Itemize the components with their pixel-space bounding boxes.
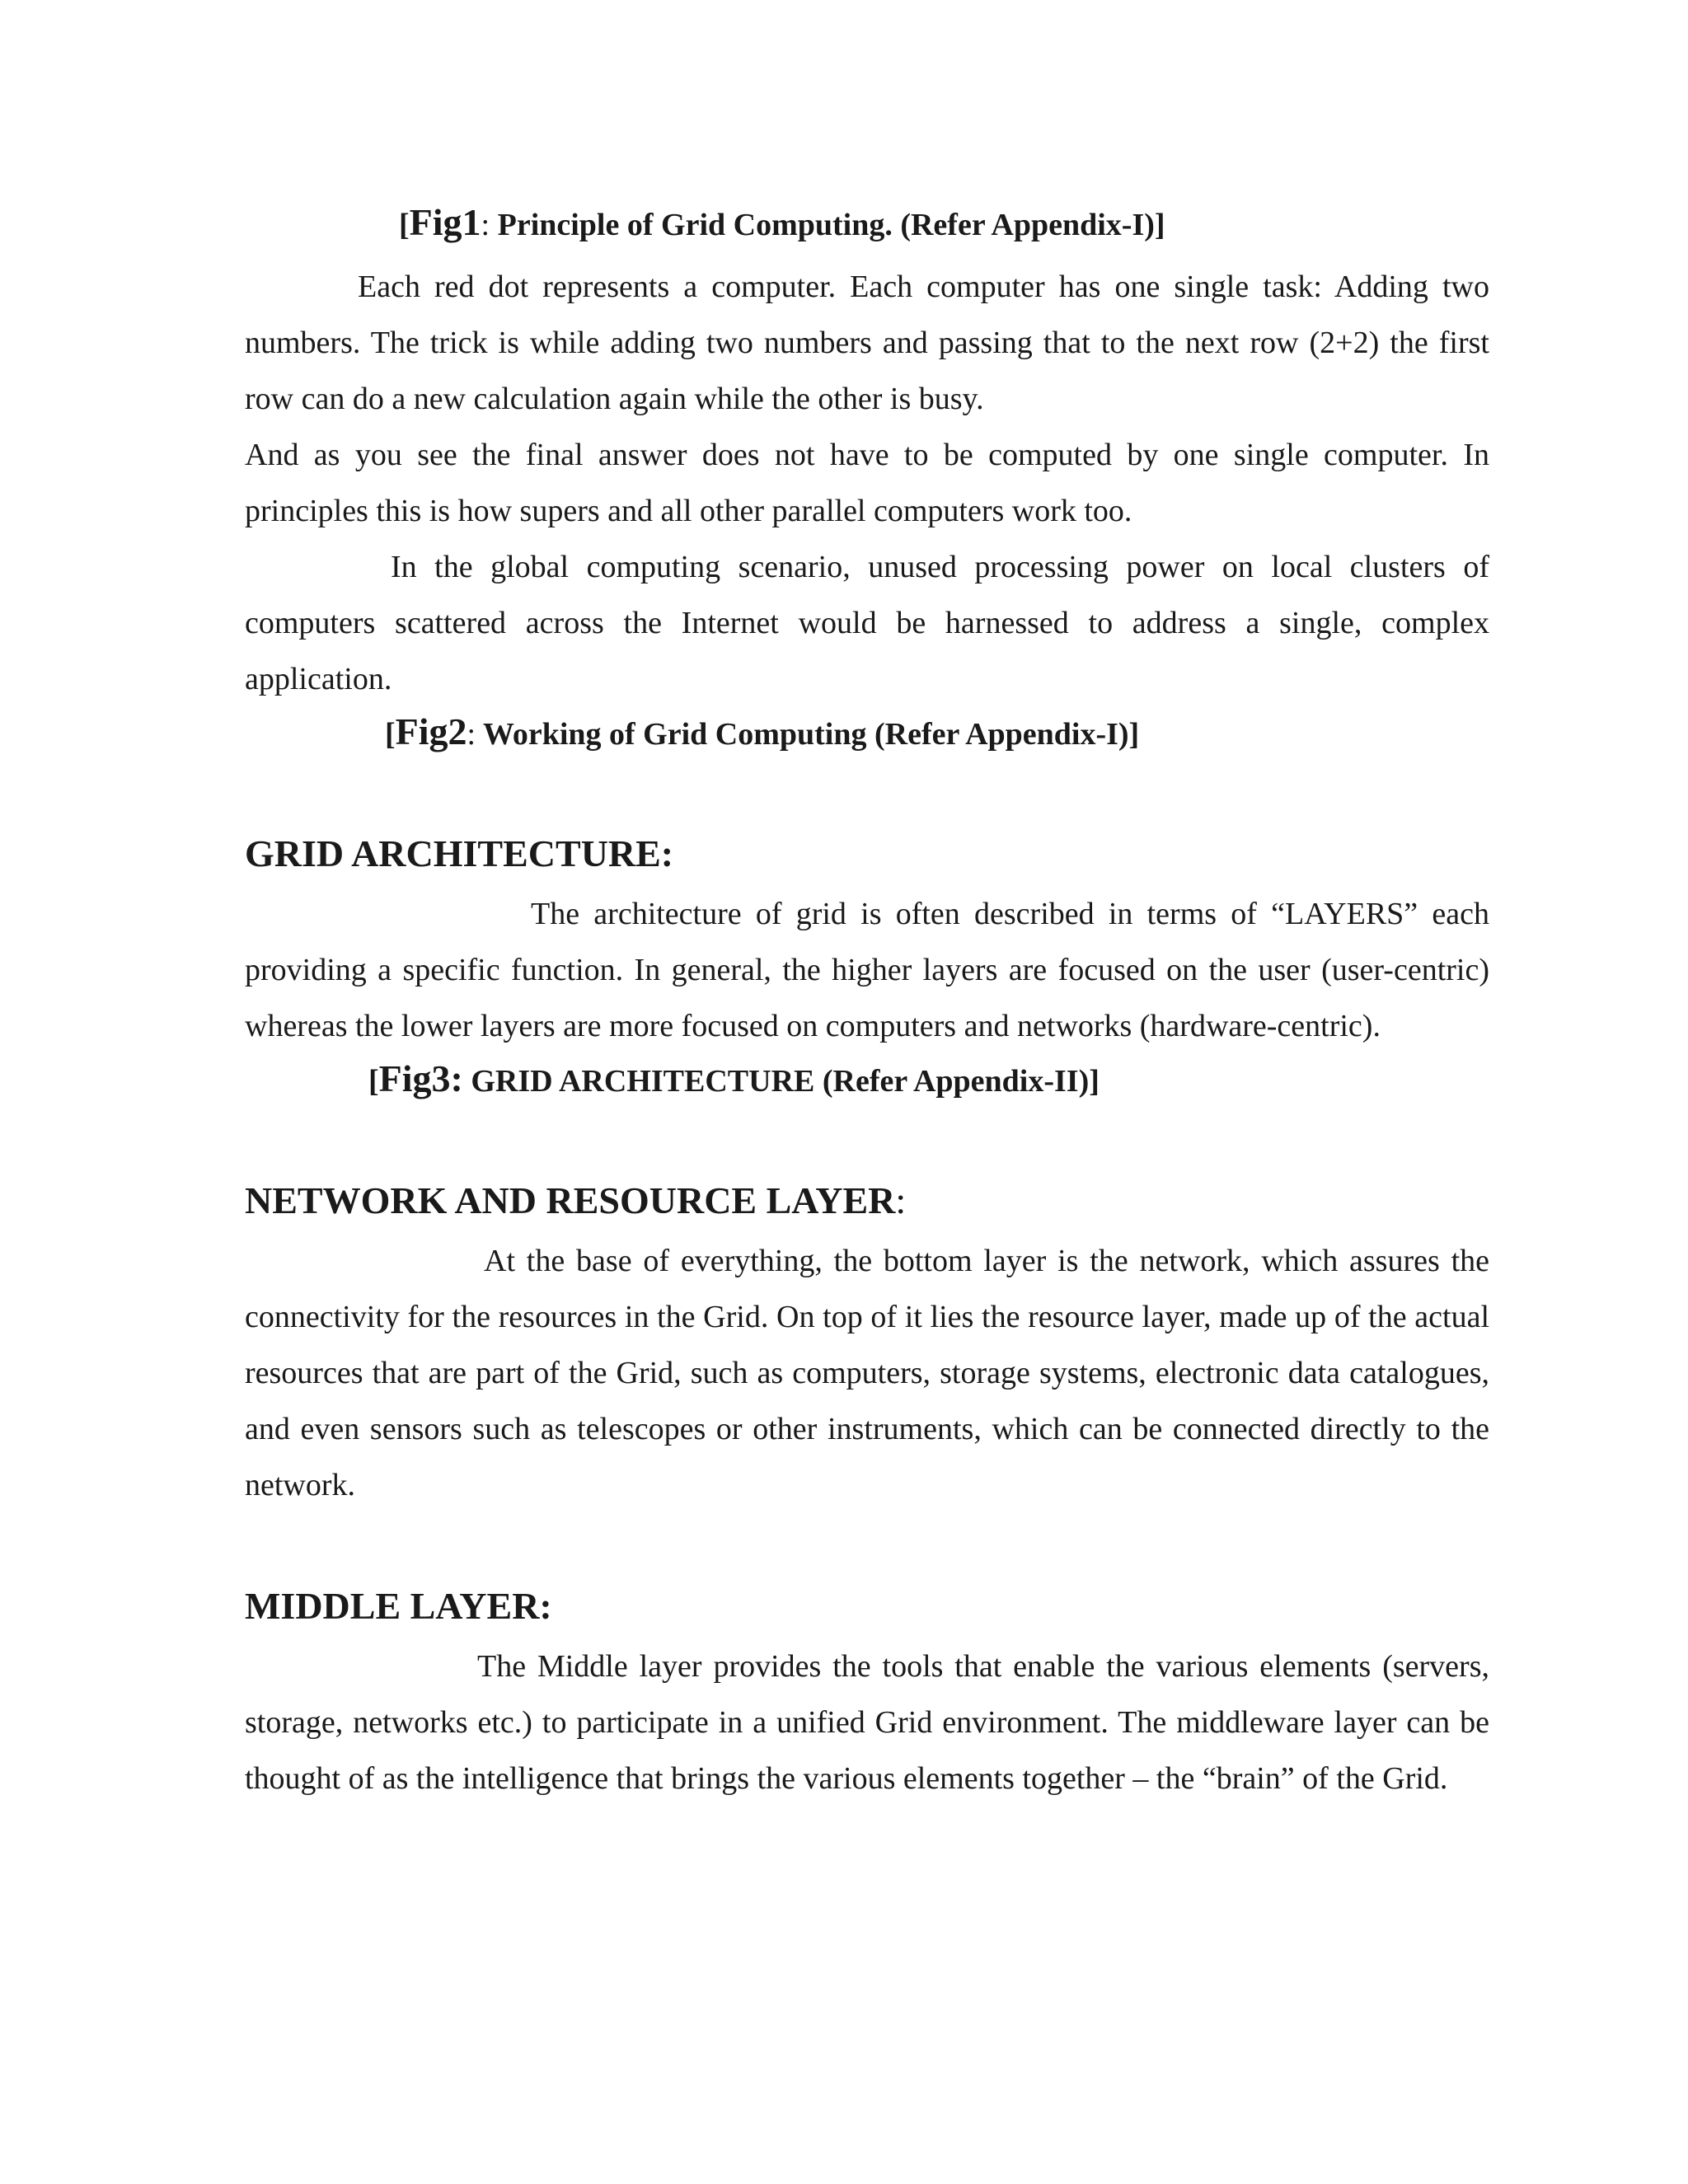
heading-grid-architecture: GRID ARCHITECTURE: <box>245 832 674 874</box>
paragraph-red-dot: Each red dot represents a computer. Each computer has one single task: Adding two numbers. The trick is while adding two numbers and passing that to the next row (2+2) the first row can do a new calculation again while the other is busy. <box>245 269 1489 416</box>
paragraph-middle-layer: The Middle layer provides the tools that enable the various elements (servers, storage, networks etc.) to participate in a unified Grid environment. The middleware layer can be thought of as the intelligence that brings the various elements together – the “brain” of the Grid. <box>245 1648 1489 1796</box>
fig3-label: Fig3: <box>378 1057 463 1099</box>
page-content <box>245 198 1489 1807</box>
fig1-colon: : <box>481 208 490 242</box>
fig3-bracket: [ <box>368 1063 379 1099</box>
network-layer-heading-colon: : <box>895 1179 907 1221</box>
heading-network-resource-layer <box>245 1178 1489 1223</box>
fig2-caption <box>385 707 1489 757</box>
fig2-bracket: [ <box>385 716 396 752</box>
fig1-caption <box>399 198 1489 247</box>
network-layer-heading-text: NETWORK AND RESOURCE LAYER <box>245 1179 896 1221</box>
heading-middle-layer: MIDDLE LAYER: <box>245 1584 552 1627</box>
paragraph-global-computing: In the global computing scenario, unused processing power on local clusters of computers scattered across the Internet would be harnessed to address a single, complex application. <box>245 549 1489 696</box>
fig3-text: GRID ARCHITECTURE (Refer Appendix-II)] <box>462 1063 1100 1099</box>
fig3-caption <box>368 1054 1489 1104</box>
paragraph-network-resource-layer: At the base of everything, the bottom layer is the network, which assures the connectivity for the resources in the Grid. On top of it lies the resource layer, made up of the actual resources that are part of the Grid, such as computers, storage systems, electronic data catalogues, and even sensors such as telescopes or other instruments, which can be connected directly to the network. <box>245 1243 1489 1502</box>
fig2-label: Fig2 <box>395 710 467 752</box>
fig1-text: Principle of Grid Computing. (Refer Appendix-I)] <box>490 208 1165 242</box>
fig2-colon: : <box>467 716 476 752</box>
fig1-label: Fig1 <box>409 201 481 243</box>
fig2-text: Working of Grid Computing (Refer Appendix-I)] <box>476 716 1140 752</box>
paragraph-grid-architecture: The architecture of grid is often described in terms of “LAYERS” each providing a specific function. In general, the higher layers are focused on the user (user-centric) whereas the lower layers are more focused on computers and networks (hardware-centric). <box>245 896 1489 1043</box>
fig1-bracket: [ <box>399 208 410 242</box>
paragraph-final-answer: And as you see the final answer does not have to be computed by one single computer. In principles this is how supers and all other parallel computers work too. <box>245 437 1489 528</box>
